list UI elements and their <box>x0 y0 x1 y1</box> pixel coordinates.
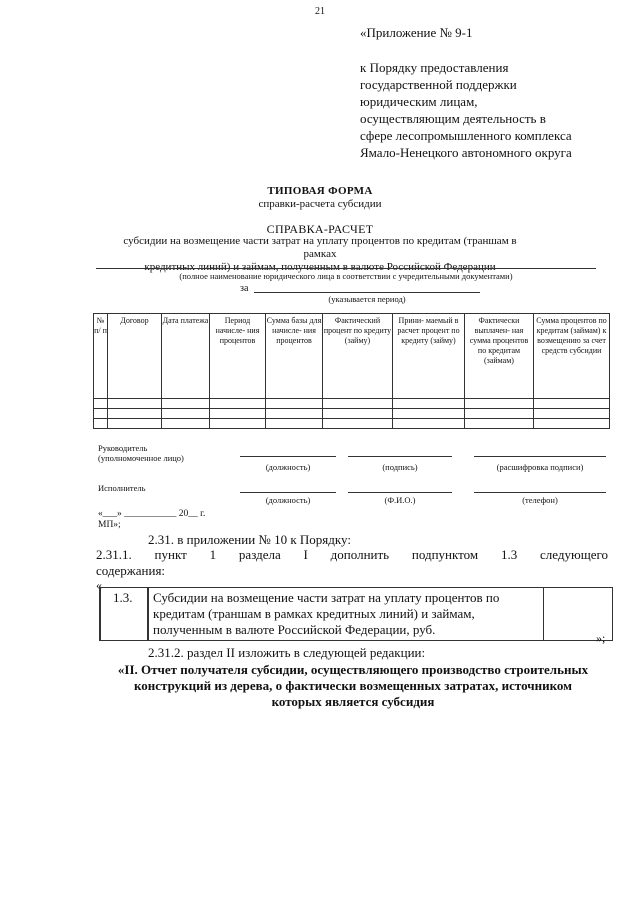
item-number: 1.3. <box>100 588 148 641</box>
org-name-caption: (полное наименование юридического лица в соответствии с учредительными документами) <box>179 271 513 281</box>
head-label: Руководитель <box>98 443 148 453</box>
appendix-line: осуществляющим деятельность в <box>360 111 546 126</box>
column-header: Сумма базы для начисле- ния процентов <box>266 314 323 399</box>
table-header-row <box>94 314 610 399</box>
exec-phone-line <box>474 492 606 493</box>
head-signature-caption: (подпись) <box>382 462 418 472</box>
org-name-line <box>96 268 596 269</box>
column-header: Фактический процент по кредиту (займу) <box>323 314 393 399</box>
head-sublabel: (уполномоченное лицо) <box>98 453 184 463</box>
period-prefix: за <box>240 283 249 294</box>
item-text: Субсидии на возмещение части затрат на уплату процентов по кредитам (траншам в рамках кредитных линий) и займам, полученным в валюте Российской Федерации, руб. <box>148 588 543 641</box>
form-title: ТИПОВАЯ ФОРМА <box>267 185 373 197</box>
stamp-place: МП»; <box>98 520 121 530</box>
exec-position-caption: (должность) <box>265 495 311 505</box>
period-line <box>254 292 480 293</box>
table-row <box>94 399 610 409</box>
head-decoding-line <box>474 456 606 457</box>
exec-name-caption: (Ф.И.О.) <box>384 495 416 505</box>
column-header: Сумма процентов по кредитам (займам) к возмещению за счет средств субсидии <box>534 314 610 399</box>
exec-name-line <box>348 492 452 493</box>
appendix-line: юридическим лицам, <box>360 94 478 109</box>
period-caption: (указывается период) <box>328 294 406 304</box>
head-signature-line <box>348 456 452 457</box>
appendix-line: Ямало-Ненецкого автономного округа <box>360 145 572 160</box>
appendix-line: к Порядку предоставления <box>360 60 509 75</box>
page-number: 21 <box>315 6 325 17</box>
column-header: Дата платежа <box>162 314 210 399</box>
executor-label: Исполнитель <box>98 483 146 493</box>
spravka-title: СПРАВКА-РАСЧЕТ <box>266 222 374 236</box>
appendix-block <box>360 24 572 161</box>
section-ii-heading: «II. Отчет получателя субсидии, осуществляющего производство строительных конструкций из дерева, о фактически возмещенных затратах, источником которых является субсидия <box>117 662 589 709</box>
column-header: Фактически выплачен- ная сумма процентов по кредитам (займам) <box>465 314 534 399</box>
form-subtitle: справки-расчета субсидии <box>258 198 382 210</box>
date-line: «___» ___________ 20__ г. <box>98 509 206 519</box>
quote-close: »; <box>596 631 606 645</box>
table-row <box>94 409 610 419</box>
head-decoding-caption: (расшифровка подписи) <box>496 462 584 472</box>
spravka-desc-line: субсидии на возмещение части затрат на уплату процентов по кредитам (траншам в рамках <box>123 235 517 260</box>
table-row <box>100 588 612 641</box>
column-header: № п/ п <box>94 314 108 399</box>
appendix-line: сфере лесопромышленного комплекса <box>360 128 572 143</box>
column-header: Период начисле- ния процентов <box>210 314 266 399</box>
paragraph-2-31: 2.31. в приложении № 10 к Порядку: <box>148 532 351 547</box>
exec-phone-caption: (телефон) <box>522 495 558 505</box>
paragraph-2-31-1: 2.31.1. пункт 1 раздела I дополнить подпунктом 1.3 следующего <box>96 547 608 562</box>
column-header: Договор <box>108 314 162 399</box>
item-1-3-table <box>99 587 613 641</box>
quote-open: « <box>96 578 102 592</box>
head-position-line <box>240 456 336 457</box>
appendix-line: государственной поддержки <box>360 77 517 92</box>
appendix-title: «Приложение № 9-1 <box>360 25 473 40</box>
exec-position-line <box>240 492 336 493</box>
head-position-caption: (должность) <box>265 462 311 472</box>
paragraph-2-31-2: 2.31.2. раздел II изложить в следующей редакции: <box>148 645 426 660</box>
column-header: Прини- маемый в расчет процент по кредиту (займу) <box>393 314 465 399</box>
spravka-desc-line: кредитных линий) и займам, полученным в валюте Российской Федерации <box>144 261 496 273</box>
table-row <box>94 419 610 429</box>
calculation-table <box>93 313 610 429</box>
paragraph-2-31-1-cont: содержания: <box>96 563 166 578</box>
